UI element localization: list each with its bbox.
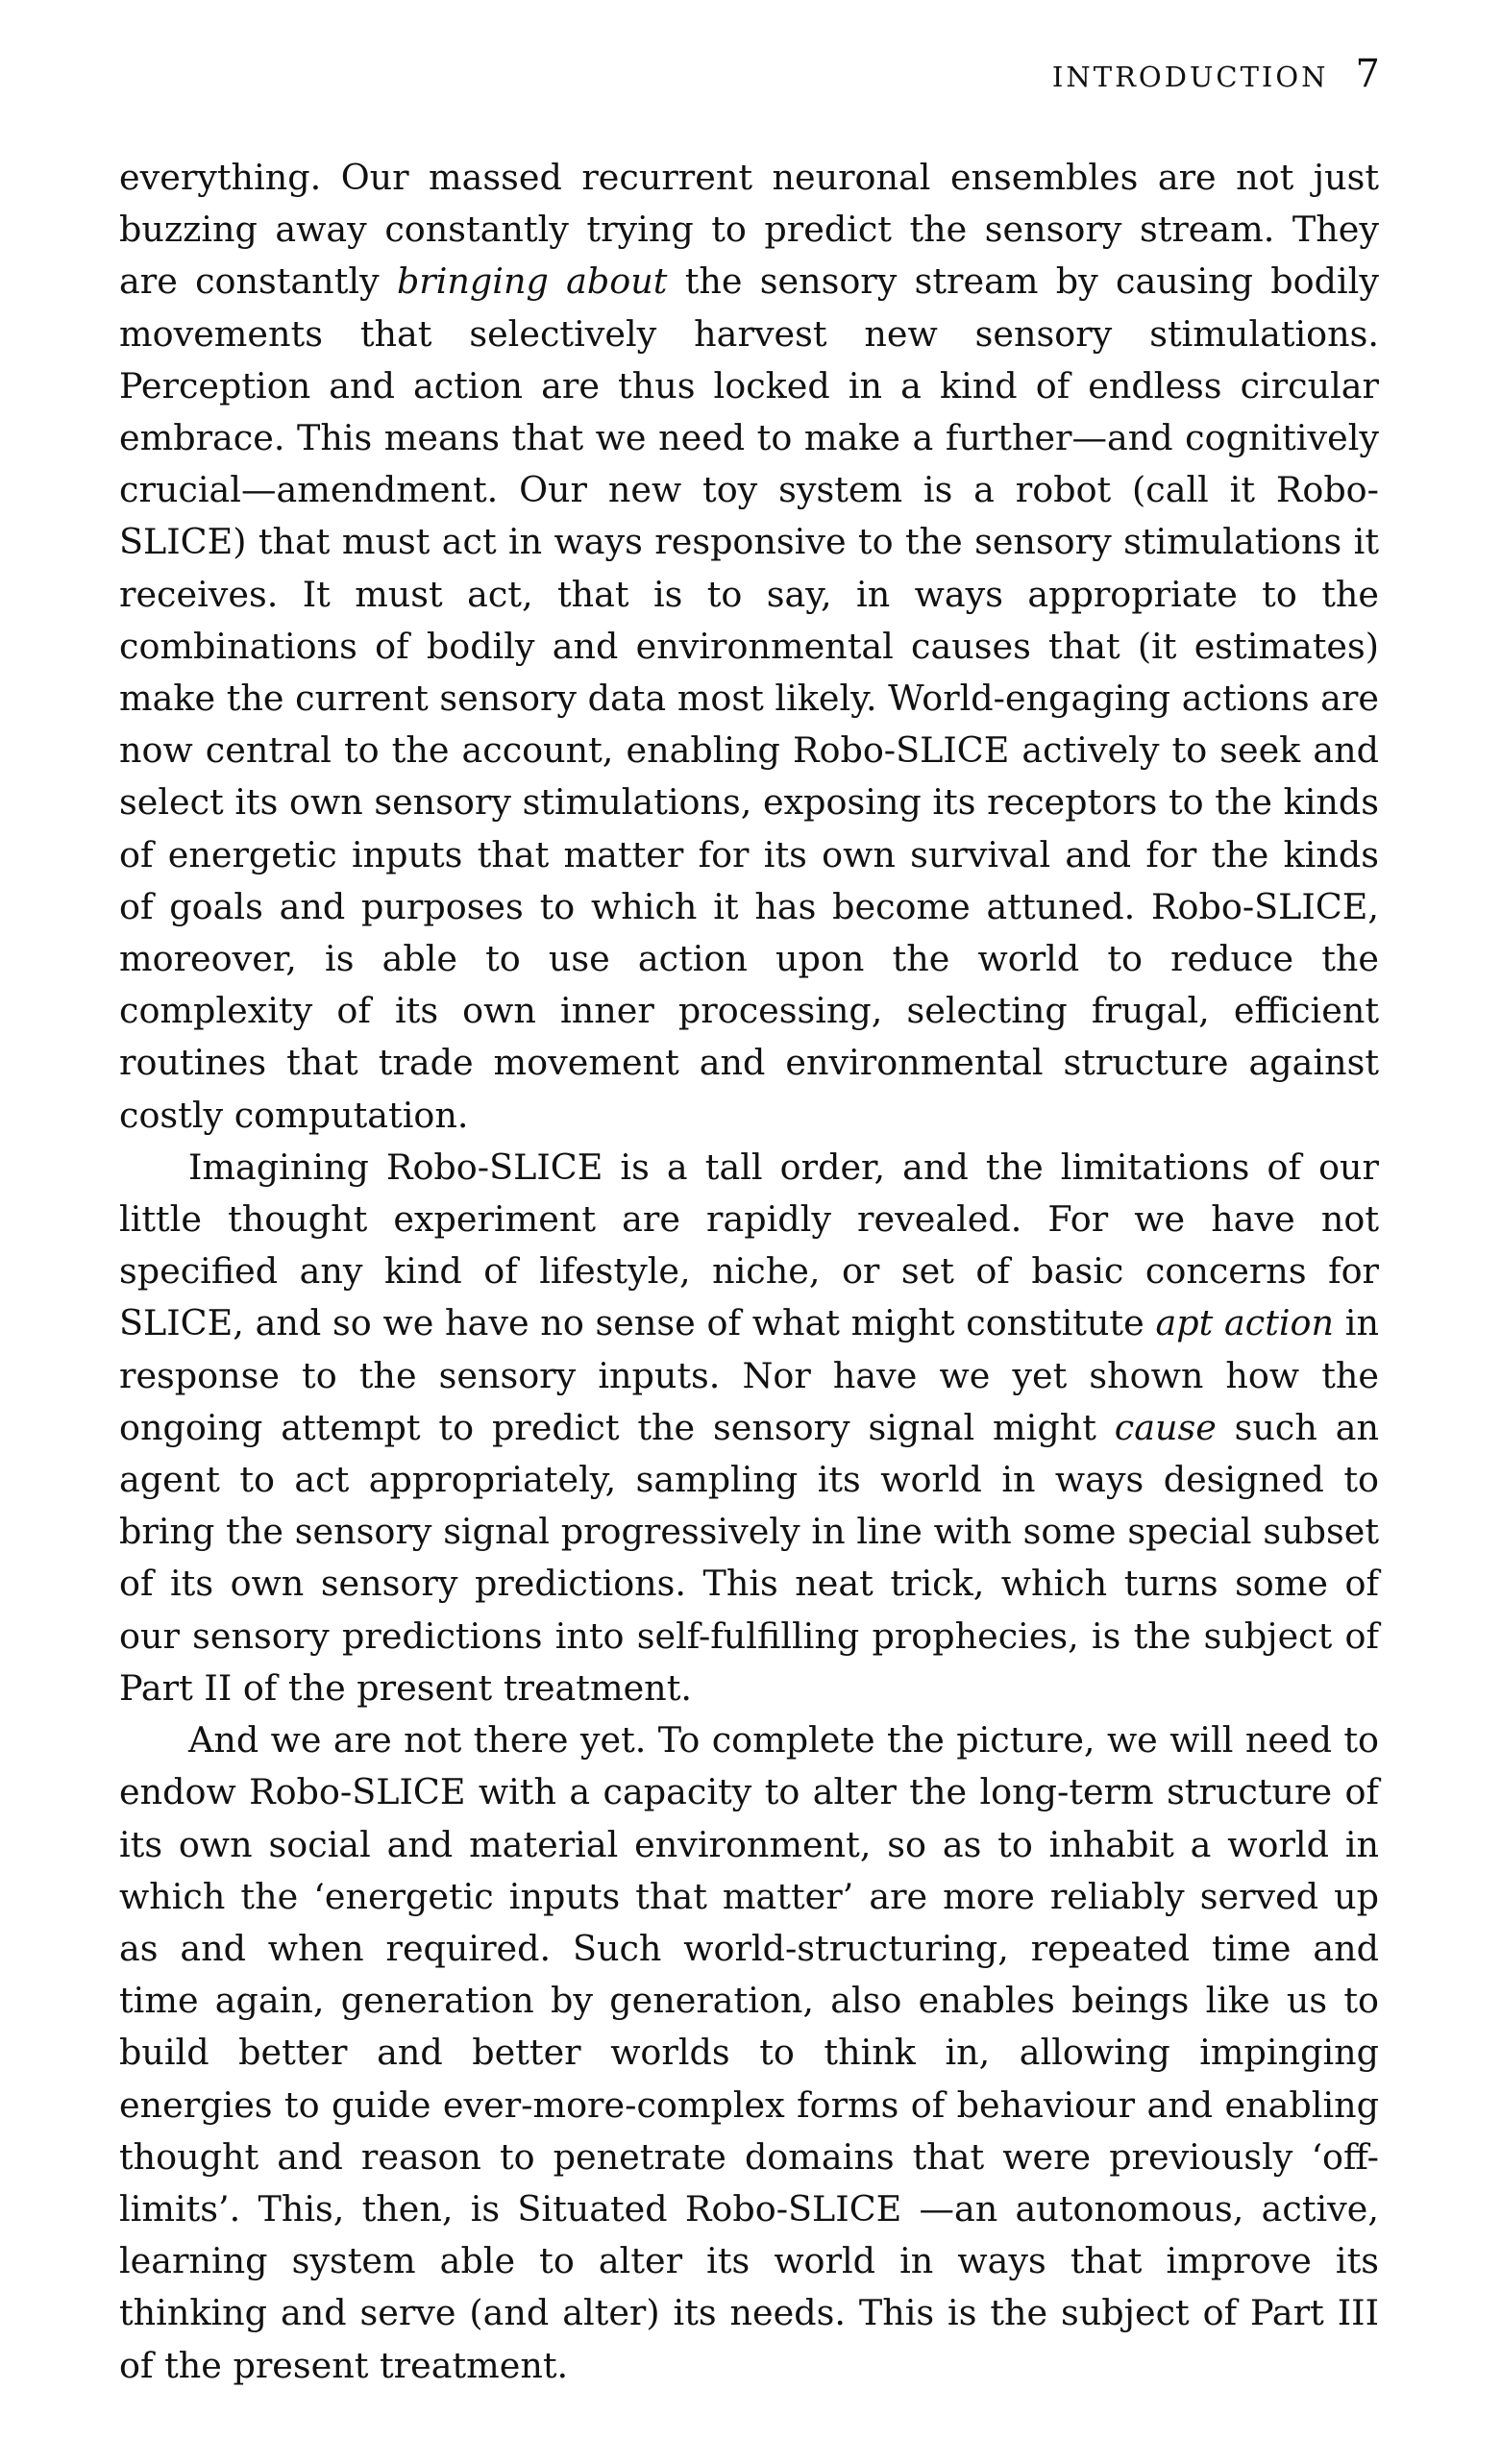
paragraph-2-emphasis-cause: cause (1114, 1406, 1217, 1448)
paragraph-2-text-b: in response to the sensory inputs. Nor have we yet shown how the ongoing attempt to predict the sensory signal might (119, 1302, 1379, 1448)
paragraph-2 (119, 1142, 1379, 1714)
running-head (1052, 52, 1380, 96)
paragraph-1-text-b: the sensory stream by causing bodily movements that selectively harvest new sensory stimulations. Perception and action are thus locked in a kind of endless circular embrace. This means that we need to make a further—and cognitively crucial—amendment. Our new toy system is a robot (call it Robo-SLICE) that must act in ways responsive to the sensory stimulations it receives. It must act, that is to say, in ways appropriate to the combinations of bodily and environmental causes that (it estimates) make the current sensory data most likely. World-engaging actions are now central to the account, enabling Robo-SLICE actively to seek and select its own sensory stimulations, exposing its receptors to the kinds of energetic inputs that matter for its own survival and for the kinds of goals and purposes to which it has become attuned. Robo-SLICE, moreover, is able to use action upon the world to reduce the complexity of its own inner processing, selecting frugal, efficient routines that trade movement and environmental structure against costly computation. (119, 260, 1379, 1136)
running-title: INTRODUCTION (1051, 61, 1329, 93)
paragraph-3-text: And we are not there yet. To complete the picture, we will need to endow Robo-SLICE with a capacity to alter the long-term structure of its own social and material environment, so as to inhabit a world in which the ‘energetic inputs that matter’ are more reliably served up as and when required. Such world-structuring, repeated time and time again, generation by generation, also enables beings like us to build better and better worlds to think in, allowing impinging energies to guide ever-more-complex forms of behaviour and enabling thought and reason to penetrate domains that were previously ‘off-limits’. This, then, is Situated Robo-SLICE —an autonomous, active, learning system able to alter its world in ways that improve its thinking and serve (and alter) its needs. This is the subject of Part III of the present treatment. (119, 1719, 1379, 2386)
page-number: 7 (1355, 52, 1380, 96)
paragraph-3 (119, 1714, 1379, 2392)
paragraph-1-text-a: everything. Our massed recurrent neuronal ensembles are not just buzzing away constantly trying to predict the sensory stream. They are constantly (119, 157, 1379, 303)
paragraph-2-emphasis-apt-action: apt action (1155, 1302, 1335, 1344)
paragraph-1-emphasis-bringing-about: bringing about (396, 260, 668, 303)
paragraph-2-text-c: such an agent to act appropriately, sampling its world in ways designed to bring the sensory signal progressively in line with some special subset of its own sensory predictions. This neat trick, which turns some of our sensory predictions into self-fulfilling prophecies, is the subject of Part II of the present treatment. (119, 1406, 1379, 1709)
body-text (119, 152, 1379, 2392)
paragraph-2-text-a: Imagining Robo-SLICE is a tall order, and the limitations of our little thought experiment are rapidly revealed. For we have not specified any kind of lifestyle, niche, or set of basic concerns for SLICE, and so we have no sense of what might constitute (119, 1146, 1379, 1344)
paragraph-1 (119, 152, 1379, 1142)
